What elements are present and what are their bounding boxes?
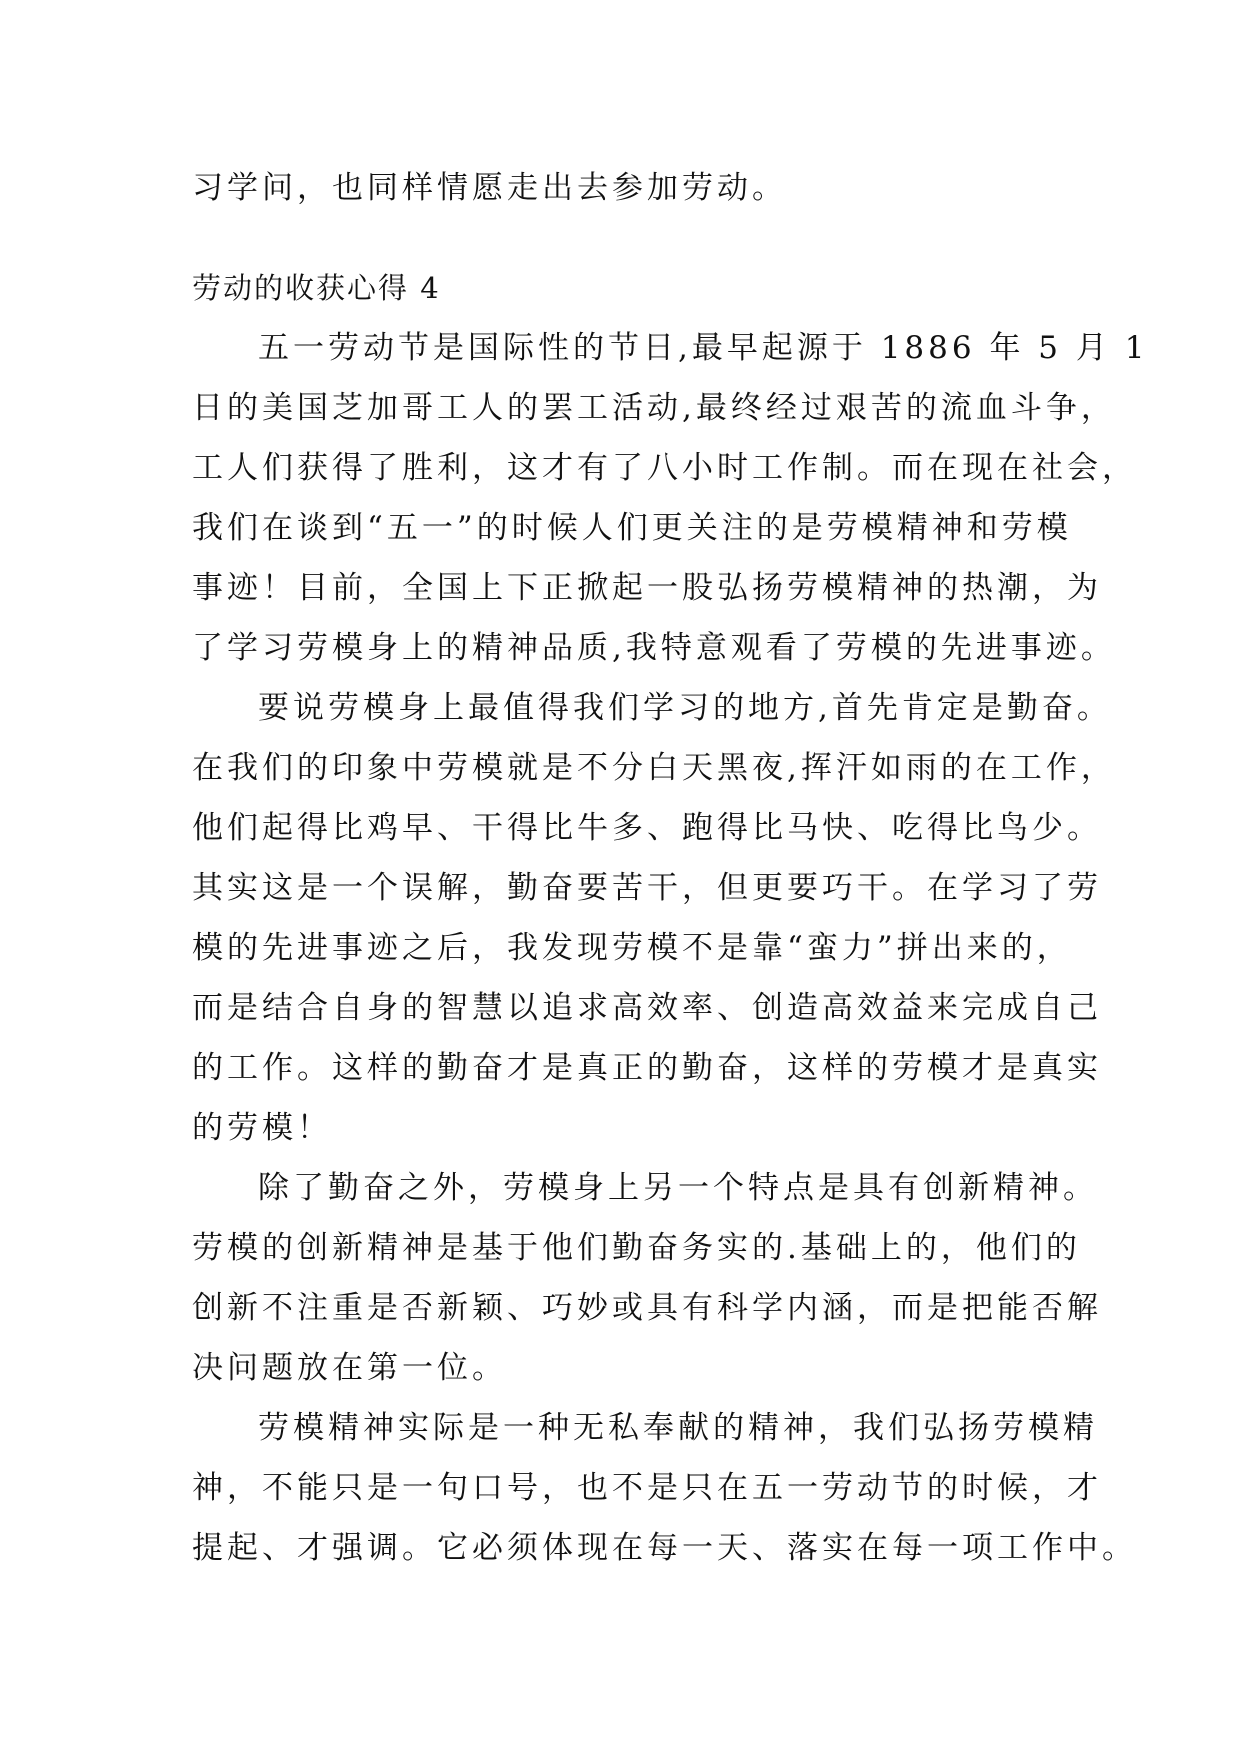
paragraph-line: 日的美国芝加哥工人的罢工活动,最终经过艰苦的流血斗争，	[192, 390, 1116, 426]
paragraph-4	[192, 1398, 1137, 1578]
paragraph-line: 五一劳动节是国际性的节日,最早起源于 1886 年 5 月 1	[258, 330, 1149, 366]
paragraph-line: 工人们获得了胜利，这才有了八小时工作制。而在现在社会，	[192, 450, 1137, 486]
paragraph-line: 创新不注重是否新颖、巧妙或具有科学内涵，而是把能否解	[192, 1290, 1102, 1326]
section-heading: 劳动的收获心得 4	[192, 271, 441, 305]
paragraph-line: 除了勤奋之外，劳模身上另一个特点是具有创新精神。	[258, 1170, 1098, 1206]
paragraph-line: 要说劳模身上最值得我们学习的地方,首先肯定是勤奋。	[258, 690, 1112, 726]
paragraph-line: 了学习劳模身上的精神品质,我特意观看了劳模的先进事迹。	[192, 630, 1116, 666]
paragraph-line: 我们在谈到“五一”的时候人们更关注的是劳模精神和劳模	[192, 510, 1072, 546]
paragraph-line: 事迹！目前，全国上下正掀起一股弘扬劳模精神的热潮，为	[192, 570, 1102, 606]
paragraph-line: 的劳模！	[192, 1110, 332, 1146]
paragraph-line: 劳模精神实际是一种无私奉献的精神，我们弘扬劳模精	[258, 1410, 1098, 1446]
paragraph-line: 决问题放在第一位。	[192, 1350, 507, 1386]
paragraph-line: 他们起得比鸡早、干得比牛多、跑得比马快、吃得比鸟少。	[192, 810, 1102, 846]
paragraph-line: 而是结合自身的智慧以追求高效率、创造高效益来完成自己	[192, 990, 1102, 1026]
paragraph-line: 劳模的创新精神是基于他们勤奋务实的.基础上的，他们的	[192, 1230, 1081, 1266]
carryover-line: 习学问，也同样情愿走出去参加劳动。	[192, 170, 787, 206]
paragraph-2	[192, 678, 1116, 1158]
paragraph-line: 的工作。这样的勤奋才是真正的勤奋，这样的劳模才是真实	[192, 1050, 1102, 1086]
paragraph-line: 提起、才强调。它必须体现在每一天、落实在每一项工作中。	[192, 1530, 1137, 1566]
paragraph-line: 在我们的印象中劳模就是不分白天黑夜,挥汗如雨的在工作，	[192, 750, 1116, 786]
paragraph-1	[192, 318, 1149, 678]
paragraph-line: 神，不能只是一句口号，也不是只在五一劳动节的时候，才	[192, 1470, 1102, 1506]
paragraph-line: 模的先进事迹之后，我发现劳模不是靠“蛮力”拼出来的，	[192, 930, 1072, 966]
paragraph-line: 其实这是一个误解，勤奋要苦干，但更要巧干。在学习了劳	[192, 870, 1102, 906]
document-body	[192, 158, 1149, 1578]
paragraph-3	[192, 1158, 1102, 1398]
